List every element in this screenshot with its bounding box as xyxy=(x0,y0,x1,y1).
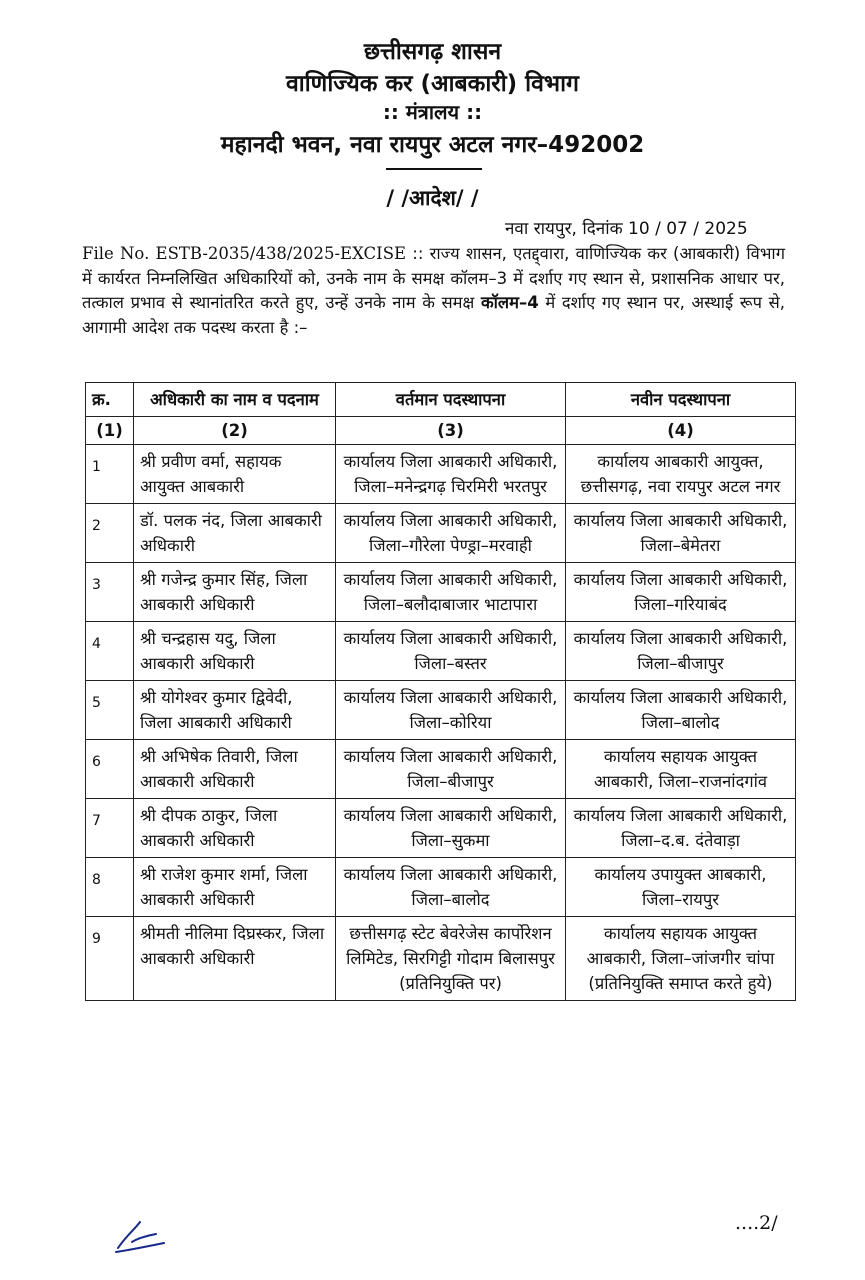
row-serial: 4 xyxy=(86,622,134,681)
table-row xyxy=(86,445,796,504)
row-serial: 5 xyxy=(86,681,134,740)
current-posting: कार्यालय जिला आबकारी अधिकारी, जिला–सुकमा xyxy=(336,799,566,858)
column-number: (2) xyxy=(134,417,336,445)
officer-name: श्री राजेश कुमार शर्मा, जिला आबकारी अधिकारी xyxy=(134,858,336,917)
current-posting: कार्यालय जिला आबकारी अधिकारी, जिला–कोरिया xyxy=(336,681,566,740)
row-serial: 1 xyxy=(86,445,134,504)
order-body-part1: :: राज्य शासन, एतद्द्वारा, वाणिज्यिक कर (आबकारी) विभाग में कार्यरत निम्नलिखित अधिकारियों को, उनके नाम के समक्ष कॉलम–3 में दर्शाए गए स्थान से, प्रशासनिक आधार पर, तत्काल प्रभाव से स्थानांतरित करते हुए, उन्हें उनके नाम के समक्ष xyxy=(82,244,785,312)
row-serial: 7 xyxy=(86,799,134,858)
order-body-bold: कॉलम–4 xyxy=(480,293,539,312)
column-number: (1) xyxy=(86,417,134,445)
new-posting: कार्यालय सहायक आयुक्त आबकारी, जिला–जांजगीर चांपा (प्रतिनियुक्ति समाप्त करते हुये) xyxy=(566,917,796,1001)
order-body-part2: में दर्शाए गए स्थान पर, अस्थाई रूप से, आगामी आदेश तक पदस्थ करता है :– xyxy=(82,293,785,337)
officer-name: डॉ. पलक नंद, जिला आबकारी अधिकारी xyxy=(134,504,336,563)
current-posting: कार्यालय जिला आबकारी अधिकारी, जिला–मनेन्द्रगढ़ चिरमिरी भरतपुर xyxy=(336,445,566,504)
row-serial: 3 xyxy=(86,563,134,622)
officer-name: श्रीमती नीलिमा दिघ्रस्कर, जिला आबकारी अधिकारी xyxy=(134,917,336,1001)
column-header: क्र. xyxy=(86,383,134,417)
officer-name: श्री अभिषेक तिवारी, जिला आबकारी अधिकारी xyxy=(134,740,336,799)
officer-name: श्री प्रवीण वर्मा, सहायक आयुक्त आबकारी xyxy=(134,445,336,504)
new-posting: कार्यालय जिला आबकारी अधिकारी, जिला–बालोद xyxy=(566,681,796,740)
new-posting: कार्यालय सहायक आयुक्त आबकारी, जिला–राजनांदगांव xyxy=(566,740,796,799)
order-body xyxy=(82,242,785,340)
header-divider xyxy=(386,168,482,170)
file-number: File No. ESTB-2035/438/2025-EXCISE xyxy=(82,244,407,263)
table-row xyxy=(86,740,796,799)
header-address: महानदी भवन, नवा रायपुर अटल नगर–492002 xyxy=(220,132,645,158)
table-row xyxy=(86,799,796,858)
table-row xyxy=(86,563,796,622)
new-posting: कार्यालय जिला आबकारी अधिकारी, जिला–द.ब. दंतेवाड़ा xyxy=(566,799,796,858)
table-row xyxy=(86,681,796,740)
table-row xyxy=(86,917,796,1001)
new-posting: कार्यालय उपायुक्त आबकारी, जिला–रायपुर xyxy=(566,858,796,917)
order-title: / /आदेश/ / xyxy=(386,186,479,210)
order-date: नवा रायपुर, दिनांक 10 / 07 / 2025 xyxy=(505,219,748,239)
new-posting: कार्यालय आबकारी आयुक्त, छत्तीसगढ़, नवा रायपुर अटल नगर xyxy=(566,445,796,504)
officer-name: श्री चन्द्रहास यदु, जिला आबकारी अधिकारी xyxy=(134,622,336,681)
row-serial: 6 xyxy=(86,740,134,799)
officer-name: श्री दीपक ठाकुर, जिला आबकारी अधिकारी xyxy=(134,799,336,858)
header-government: छत्तीसगढ़ शासन xyxy=(363,39,502,65)
table-row xyxy=(86,622,796,681)
signature-initials xyxy=(110,1212,170,1257)
column-header: नवीन पदस्थापना xyxy=(566,383,796,417)
current-posting: कार्यालय जिला आबकारी अधिकारी, जिला–बीजापुर xyxy=(336,740,566,799)
officer-name: श्री योगेश्वर कुमार द्विवेदी, जिला आबकारी अधिकारी xyxy=(134,681,336,740)
row-serial: 8 xyxy=(86,858,134,917)
current-posting: कार्यालय जिला आबकारी अधिकारी, जिला–बलौदाबाजार भाटापारा xyxy=(336,563,566,622)
table-row xyxy=(86,504,796,563)
column-header: अधिकारी का नाम व पदनाम xyxy=(134,383,336,417)
row-serial: 9 xyxy=(86,917,134,1001)
new-posting: कार्यालय जिला आबकारी अधिकारी, जिला–बेमेतरा xyxy=(566,504,796,563)
column-number: (3) xyxy=(336,417,566,445)
officer-name: श्री गजेन्द्र कुमार सिंह, जिला आबकारी अधिकारी xyxy=(134,563,336,622)
current-posting: कार्यालय जिला आबकारी अधिकारी, जिला–गौरेला पेण्ड्रा–मरवाही xyxy=(336,504,566,563)
current-posting: कार्यालय जिला आबकारी अधिकारी, जिला–बस्तर xyxy=(336,622,566,681)
transfer-table xyxy=(85,382,796,1001)
current-posting: कार्यालय जिला आबकारी अधिकारी, जिला–बालोद xyxy=(336,858,566,917)
new-posting: कार्यालय जिला आबकारी अधिकारी, जिला–बीजापुर xyxy=(566,622,796,681)
new-posting: कार्यालय जिला आबकारी अधिकारी, जिला–गरियाबंद xyxy=(566,563,796,622)
column-header: वर्तमान पदस्थापना xyxy=(336,383,566,417)
row-serial: 2 xyxy=(86,504,134,563)
table-row xyxy=(86,858,796,917)
header-ministry: :: मंत्रालय :: xyxy=(382,100,483,124)
table-header-row xyxy=(86,383,796,417)
page-continuation-marker: ....2/ xyxy=(735,1212,778,1234)
current-posting: छत्तीसगढ़ स्टेट बेवरेजेस कार्पोरेशन लिमिटेड, सिरगिट्टी गोदाम बिलासपुर (प्रतिनियुक्ति पर) xyxy=(336,917,566,1001)
column-number: (4) xyxy=(566,417,796,445)
header-department: वाणिज्यिक कर (आबकारी) विभाग xyxy=(285,71,579,97)
column-number-row xyxy=(86,417,796,445)
